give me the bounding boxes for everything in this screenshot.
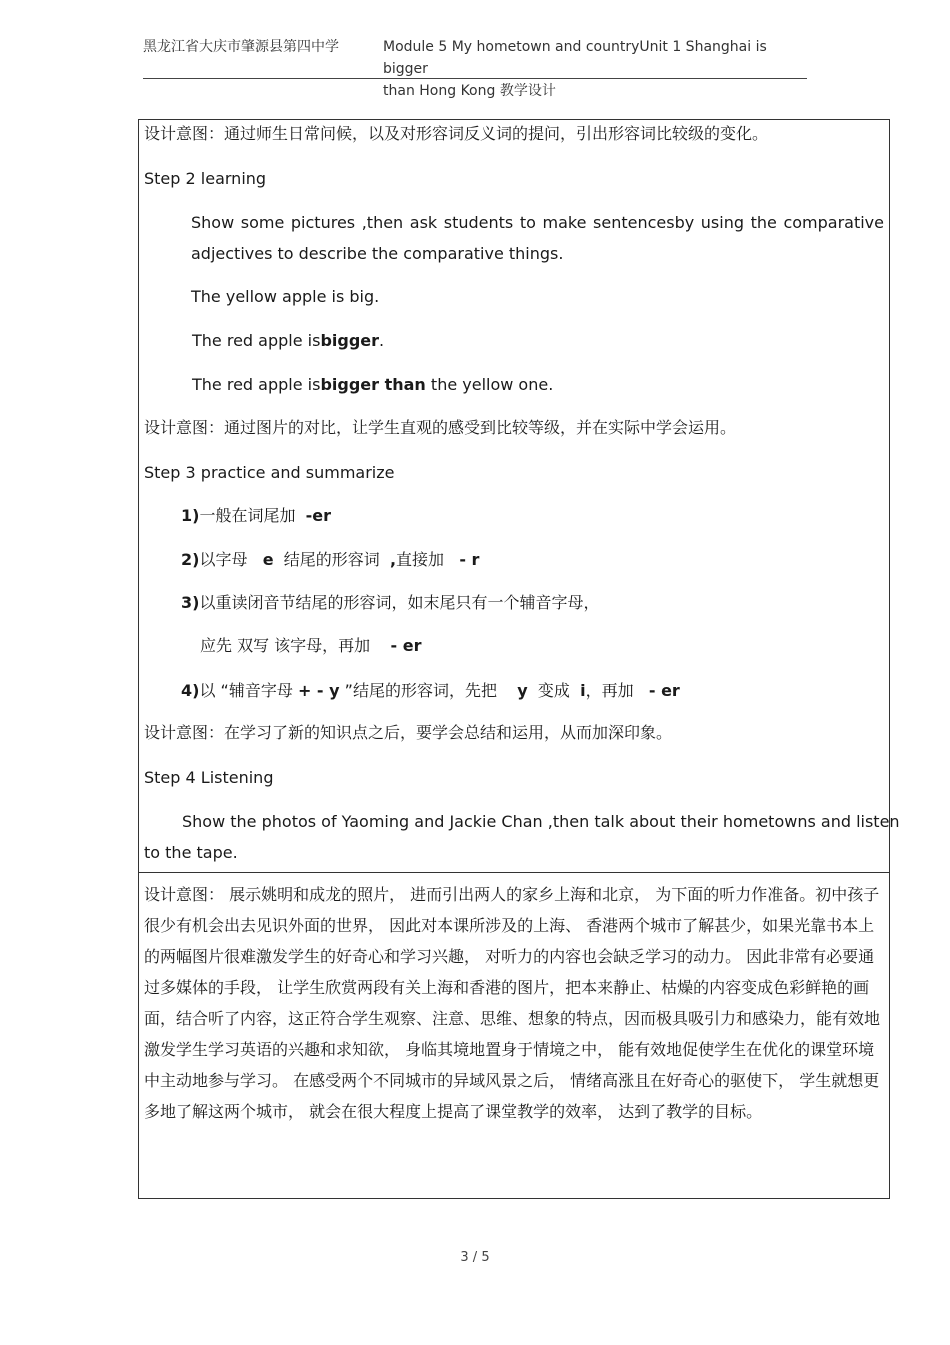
example-2-end: . <box>379 331 385 350</box>
rule-4-text-a: 以 “辅音字母 <box>199 681 293 700</box>
rule-2-text-a: 以字母 <box>199 550 248 569</box>
rule-2-text-b: 结尾的形容词 <box>283 550 380 569</box>
example-sentence-3 <box>192 374 553 396</box>
header-title-line-2: than Hong Kong 教学设计 <box>383 83 556 99</box>
rule-2-comma: , <box>389 550 397 569</box>
rule-1 <box>181 505 331 527</box>
rule-1-text: 一般在词尾加 <box>199 506 296 525</box>
rule-3-continued <box>200 635 421 657</box>
example-sentence-2 <box>192 330 384 352</box>
example-2-text: The red apple is <box>192 331 321 350</box>
rule-3 <box>181 592 599 614</box>
example-3-keyword: bigger than <box>320 375 426 394</box>
rule-3-suffix: - er <box>390 636 422 655</box>
rule-1-suffix: -er <box>305 506 332 525</box>
table-row-divider <box>138 872 890 873</box>
header-title <box>383 36 813 102</box>
rule-4-text-d: ，再加 <box>585 681 634 700</box>
rule-4-text-b: ”结尾的形容词，先把 <box>344 681 497 700</box>
rule-3-number: 3) <box>181 593 200 612</box>
rule-4-letter-y: y <box>517 681 528 700</box>
example-sentence-1: The yellow apple is big. <box>191 287 380 306</box>
design-intent-4: 设计意图： 展示姚明和成龙的照片， 进而引出两人的家乡上海和北京， 为下面的听力作准备。初中孩子很少有机会出去见识外面的世界， 因此对本课所涉及的上海、 香港两个城市了解甚少，如果光靠书本上的两幅图片很难激发学生的好奇心和学习兴趣， 对听力的内容也会缺乏学习的动力。 因此非常有必要通过多媒体的手段， 让学生欣赏两段有关上海和香港的图片，把本来静止、枯燥的内容变成色彩鲜艳的画面，结合听了内容，这正符合学生观察、注意、思维、想象的特点，因而极具吸引力和感染力，能有效地激发学生学习英语的兴趣和求知欲， 身临其境地置身于情境之中， 能有效地促使学生在优化的课堂环境中主动地参与学习。 在感受两个不同城市的异域风景之后， 情绪高涨且在好奇心的驱使下， 学生就想更多地了解这两个城市， 就会在很大程度上提高了课堂教学的效率， 达到了教学的目标。 <box>144 885 881 1121</box>
rule-2-text-c: 直接加 <box>396 550 445 569</box>
header-divider <box>143 78 807 79</box>
design-intent-3: 设计意图：在学习了新的知识点之后，要学会总结和运用，从而加深印象。 <box>144 723 673 742</box>
design-intent-2: 设计意图：通过图片的对比，让学生直观的感受到比较等级，并在实际中学会运用。 <box>144 418 737 437</box>
rule-4-number: 4) <box>181 681 200 700</box>
rule-4-suffix: - er <box>648 681 680 700</box>
example-3-end: the yellow one. <box>425 375 554 394</box>
example-2-keyword: bigger <box>320 331 380 350</box>
rule-4-formula: + - y <box>297 681 340 700</box>
page-number: 3 / 5 <box>460 1250 490 1265</box>
example-3-text: The red apple is <box>192 375 321 394</box>
step-4-description-line-2: to the tape. <box>144 843 238 862</box>
step-2-description: Show some pictures ,then ask students to make sentencesby using the comparative adjectives to describe the comparative things. <box>191 213 884 263</box>
design-intent-1: 设计意图：通过师生日常问候，以及对形容词反义词的提问，引出形容词比较级的变化。 <box>144 124 769 143</box>
rule-4-letter-i: i <box>580 681 586 700</box>
rule-4 <box>181 680 680 702</box>
rule-2-number: 2) <box>181 550 200 569</box>
step-4-description-line-1: Show the photos of Yaoming and Jackie Chan ,then talk about their hometowns and listen <box>182 812 900 831</box>
rule-4-text-c: 变成 <box>537 681 570 700</box>
rule-3-cont-text: 应先 双写 该字母，再加 <box>200 636 371 655</box>
header-title-line-1: Module 5 My hometown and countryUnit 1 Shanghai is bigger <box>383 39 767 77</box>
rule-3-text: 以重读闭音节结尾的形容词，如末尾只有一个辅音字母， <box>199 593 600 612</box>
step-4-title: Step 4 Listening <box>144 768 274 787</box>
rule-1-number: 1) <box>181 506 200 525</box>
step-3-title: Step 3 practice and summarize <box>144 463 395 482</box>
step-2-title: Step 2 learning <box>144 169 267 188</box>
rule-2 <box>181 549 479 571</box>
rule-2-letter: e <box>262 550 274 569</box>
header-school: 黑龙江省大庆市肇源县第四中学 <box>143 39 339 55</box>
rule-2-suffix: - r <box>459 550 480 569</box>
